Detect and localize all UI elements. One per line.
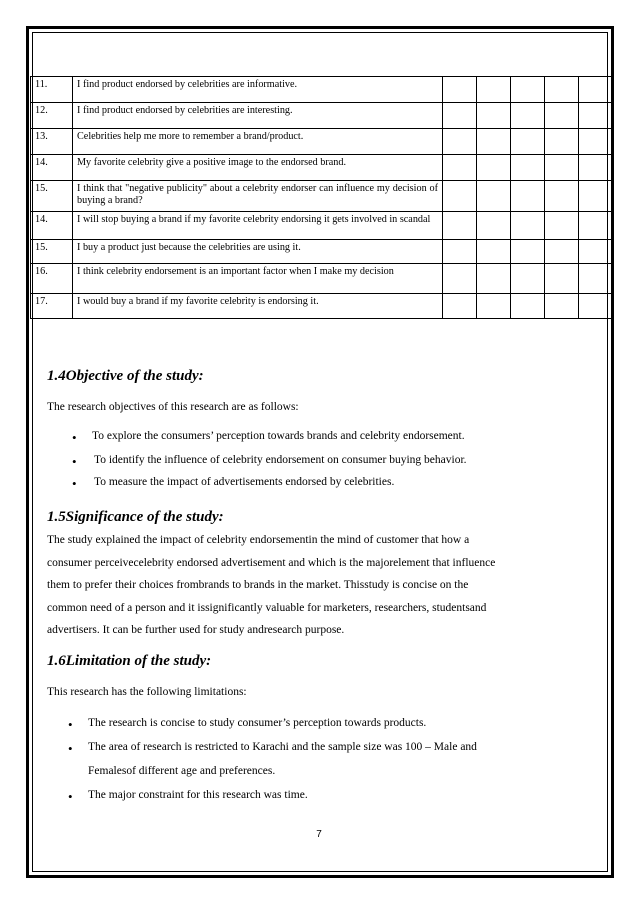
rating-cell: [511, 212, 545, 240]
rating-cell: [511, 181, 545, 212]
item-number: 13.: [31, 129, 73, 155]
item-statement: I find product endorsed by celebrities are informative.: [73, 77, 443, 103]
rating-cell: [511, 77, 545, 103]
table-row: [31, 77, 613, 103]
rating-cell: [443, 155, 477, 181]
item-statement: Celebrities help me more to remember a brand/product.: [73, 129, 443, 155]
rating-cell: [477, 264, 511, 294]
rating-cell: [545, 264, 579, 294]
item-number: 14.: [31, 212, 73, 240]
limitation-list: [68, 717, 477, 801]
table-row: [31, 103, 613, 129]
questionnaire-table: [30, 76, 613, 319]
paragraph-line: The study explained the impact of celebrity endorsementin the mind of customer that how a: [47, 534, 470, 546]
paragraph-line: consumer perceivecelebrity endorsed advertisement and which is the majorelement that influence: [47, 556, 496, 569]
rating-cell: [511, 264, 545, 294]
rating-cell: [477, 77, 511, 103]
rating-cell: [477, 129, 511, 155]
objective-list: [72, 430, 467, 488]
table-row: [31, 181, 613, 212]
item-statement: I think celebrity endorsement is an important factor when I make my decision: [73, 264, 443, 294]
rating-cell: [511, 129, 545, 155]
rating-cell: [545, 129, 579, 155]
rating-cell: [443, 181, 477, 212]
rating-cell: [579, 264, 613, 294]
significance-heading: 1.5Significance of the study:: [47, 509, 224, 525]
rating-cell: [545, 294, 579, 319]
rating-cell: [545, 155, 579, 181]
rating-cell: [511, 103, 545, 129]
item-number: 11.: [31, 77, 73, 103]
rating-cell: [579, 77, 613, 103]
paragraph-line: common need of a person and it issignificantly valuable for marketers, researchers, studentsand: [47, 601, 487, 614]
rating-cell: [545, 103, 579, 129]
rating-cell: [511, 155, 545, 181]
rating-cell: [443, 264, 477, 294]
limitation-intro: This research has the following limitations:: [47, 686, 247, 698]
rating-cell: [443, 212, 477, 240]
rating-cell: [477, 155, 511, 181]
item-statement: I think that "negative publicity" about a celebrity endorser can influence my decision of buying a brand?: [73, 181, 443, 212]
rating-cell: [477, 181, 511, 212]
rating-cell: [545, 77, 579, 103]
table-row: [31, 155, 613, 181]
objective-item: • To explore the consumers’ perception towards brands and celebrity endorsement.: [72, 430, 467, 454]
item-number: 14.: [31, 155, 73, 181]
rating-cell: [545, 181, 579, 212]
limitation-item: • The major constraint for this research was time.: [68, 789, 477, 801]
table-row: [31, 129, 613, 155]
rating-cell: [443, 129, 477, 155]
limitation-item-continuation: Femalesof different age and preferences.: [88, 765, 276, 777]
table-row: [31, 264, 613, 294]
rating-cell: [579, 181, 613, 212]
limitation-item: • The research is concise to study consumer’s perception towards products.: [68, 717, 477, 741]
rating-cell: [511, 294, 545, 319]
rating-cell: [545, 240, 579, 264]
rating-cell: [443, 77, 477, 103]
paragraph-line: advertisers. It can be further used for study andresearch purpose.: [47, 624, 345, 636]
item-statement: I buy a product just because the celebrities are using it.: [73, 240, 443, 264]
limitation-item: • The area of research is restricted to Karachi and the sample size was 100 – Male and: [68, 741, 477, 765]
item-statement: I would buy a brand if my favorite celebrity is endorsing it.: [73, 294, 443, 319]
item-number: 15.: [31, 181, 73, 212]
significance-paragraph: [47, 529, 567, 642]
objective-item: • To measure the impact of advertisements endorsed by celebrities.: [72, 476, 467, 488]
table-row: [31, 240, 613, 264]
limitation-heading: 1.6Limitation of the study:: [47, 653, 212, 669]
item-statement: I will stop buying a brand if my favorite celebrity endorsing it gets involved in scandal: [73, 212, 443, 240]
paragraph-line: them to prefer their choices frombrands to brands in the market. Thisstudy is concise on the: [47, 579, 469, 591]
rating-cell: [579, 240, 613, 264]
rating-cell: [579, 155, 613, 181]
rating-cell: [477, 240, 511, 264]
rating-cell: [477, 294, 511, 319]
rating-cell: [443, 103, 477, 129]
item-number: 16.: [31, 264, 73, 294]
objective-intro: The research objectives of this research are as follows:: [47, 401, 299, 413]
rating-cell: [579, 212, 613, 240]
item-number: 12.: [31, 103, 73, 129]
rating-cell: [443, 240, 477, 264]
item-number: 15.: [31, 240, 73, 264]
item-number: 17.: [31, 294, 73, 319]
objective-item: • To identify the influence of celebrity endorsement on consumer buying behavior.: [72, 454, 467, 476]
rating-cell: [579, 129, 613, 155]
rating-cell: [477, 212, 511, 240]
rating-cell: [511, 240, 545, 264]
rating-cell: [477, 103, 511, 129]
item-statement: I find product endorsed by celebrities are interesting.: [73, 103, 443, 129]
rating-cell: [579, 103, 613, 129]
rating-cell: [579, 294, 613, 319]
table-row: [31, 212, 613, 240]
table-row: [31, 294, 613, 319]
rating-cell: [545, 212, 579, 240]
objective-heading: 1.4Objective of the study:: [47, 368, 204, 384]
page-number: 7: [316, 829, 322, 840]
rating-cell: [443, 294, 477, 319]
item-statement: My favorite celebrity give a positive image to the endorsed brand.: [73, 155, 443, 181]
